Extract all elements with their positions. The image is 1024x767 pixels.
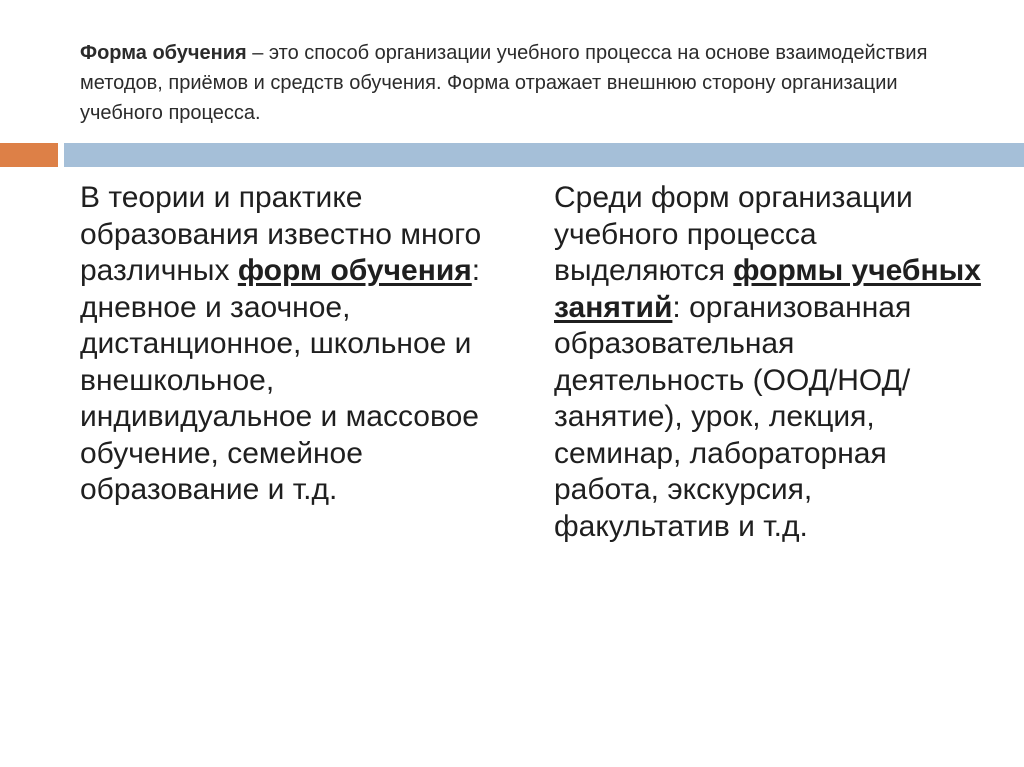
- right-text-after: : организованная образовательная деятельность (ООД/НОД/занятие), урок, лекция, семинар, лабораторная работа, экскурсия, факультатив и т.д.: [554, 290, 912, 543]
- right-term: формы учебных занятий: [554, 254, 981, 324]
- left-term: форм обучения: [237, 254, 472, 287]
- definition-text: – это способ организации учебного процесса на основе взаимодействия методов, приёмов и средств обучения. Форма отражает внешнюю сторону организации учебного процесса.: [80, 42, 928, 124]
- left-text-before: В теории и практике образования известно много различных: [80, 181, 482, 287]
- definition-paragraph: [80, 38, 960, 128]
- divider-accent-blue: [64, 143, 1024, 167]
- right-text-before: Среди форм организации учебного процесса выделяются: [554, 181, 913, 287]
- left-column-text: [80, 180, 505, 509]
- right-column-text: [554, 180, 984, 545]
- divider-accent-orange: [0, 143, 58, 167]
- definition-term: Форма обучения: [80, 42, 247, 64]
- left-text-after: : дневное и заочное, дистанционное, школьное и внешкольное, индивидуальное и массовое обучение, семейное образование и т.д.: [80, 254, 481, 506]
